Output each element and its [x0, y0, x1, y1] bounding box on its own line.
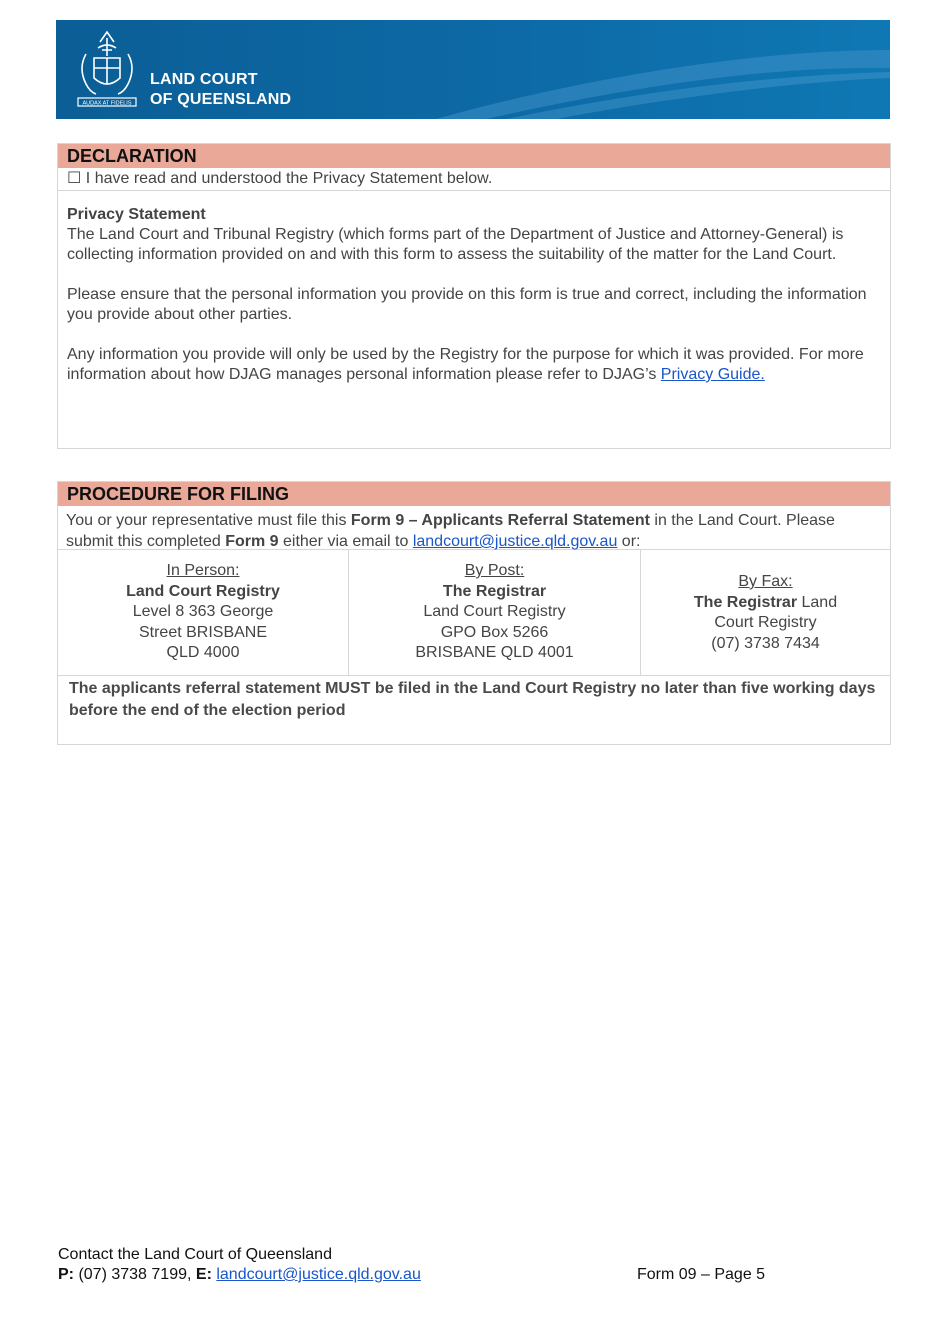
filing-deadline-notice: The applicants referral statement MUST be filed in the Land Court Registry no later than five working days before the end of the election period — [69, 680, 876, 719]
footer-phone: (07) 3738 7199, — [78, 1266, 192, 1283]
by-fax-number: (07) 3738 7434 — [711, 634, 820, 652]
in-person-address-3: QLD 4000 — [166, 644, 240, 661]
privacy-guide-link[interactable]: Privacy Guide. — [660, 366, 765, 383]
header-banner — [56, 20, 890, 119]
by-fax-name-line — [641, 593, 890, 614]
page-footer — [58, 1245, 421, 1285]
by-fax-line-1: Court Registry — [714, 614, 817, 631]
in-person-address-2: Street BRISBANE — [138, 623, 268, 641]
footer-email-link[interactable]: landcourt@justice.qld.gov.au — [216, 1266, 421, 1283]
court-name-line2: OF QUEENSLAND — [150, 91, 292, 108]
intro-form-name: Form 9 – Applicants Referral Statement — [350, 512, 650, 529]
intro-text-2: in the Land Court. Please submit this completed — [66, 512, 835, 550]
by-post-method — [349, 550, 641, 675]
privacy-paragraph-2: Please ensure that the personal information you provide on this form is true and correct, including the information you provide about other parties. — [67, 286, 867, 323]
page-number: Form 09 – Page 5 — [637, 1266, 766, 1283]
filing-intro — [58, 506, 890, 550]
in-person-heading: In Person: — [166, 562, 240, 579]
intro-text-1: You or your representative must file this — [66, 512, 347, 529]
privacy-acknowledgement — [58, 168, 890, 191]
privacy-paragraph-1: The Land Court and Tribunal Registry (which forms part of the Department of Justice and Attorney-General) is collecting information provided on and with this form to assess the suitability of the matter for the Land Court. — [67, 226, 844, 263]
filing-email-link[interactable]: landcourt@justice.qld.gov.au — [412, 533, 618, 550]
in-person-name: Land Court Registry — [126, 582, 280, 600]
court-name — [150, 70, 291, 110]
declaration-section — [57, 143, 891, 449]
queensland-coat-of-arms-icon — [72, 28, 142, 110]
by-fax-name: The Registrar — [693, 593, 798, 611]
filing-section — [57, 481, 891, 745]
acknowledgement-checkbox[interactable]: ☐ — [67, 170, 82, 187]
footer-contact-details — [58, 1265, 421, 1285]
by-post-address-1: Land Court Registry — [423, 603, 566, 620]
by-post-name: The Registrar — [442, 582, 547, 600]
intro-text-3: either via email to — [282, 533, 409, 550]
in-person-method — [58, 550, 349, 675]
by-fax-heading: By Fax: — [738, 573, 793, 590]
footer-phone-label: P: — [58, 1266, 74, 1283]
filing-methods — [58, 550, 890, 676]
filing-heading: PROCEDURE FOR FILING — [58, 482, 890, 506]
privacy-paragraph-3 — [67, 345, 878, 385]
footer-email-label: E: — [195, 1266, 212, 1283]
by-post-address-3: BRISBANE QLD 4001 — [415, 644, 574, 661]
court-name-line1: LAND COURT — [150, 71, 258, 88]
privacy-heading: Privacy Statement — [67, 206, 206, 223]
by-fax-name-rest: Land — [801, 593, 838, 611]
acknowledgement-label: I have read and understood the Privacy Statement below. — [85, 170, 493, 187]
privacy-statement — [58, 191, 890, 385]
declaration-heading: DECLARATION — [58, 144, 890, 168]
intro-form-short: Form 9 — [225, 533, 279, 550]
by-post-heading: By Post: — [464, 562, 525, 579]
by-fax-method — [641, 550, 890, 675]
intro-text-4: or: — [621, 533, 641, 550]
footer-contact: Contact the Land Court of Queensland — [58, 1246, 332, 1263]
in-person-address-1: Level 8 363 George — [132, 603, 274, 620]
privacy-paragraph-3-text: Any information you provide will only be used by the Registry for the purpose for which it was provided. For more information about how DJAG manages personal information please refer to DJAG’s — [67, 346, 864, 383]
by-post-address-2: GPO Box 5266 — [440, 623, 549, 641]
svg-text:AUDAX AT FIDELIS: AUDAX AT FIDELIS — [82, 100, 132, 107]
